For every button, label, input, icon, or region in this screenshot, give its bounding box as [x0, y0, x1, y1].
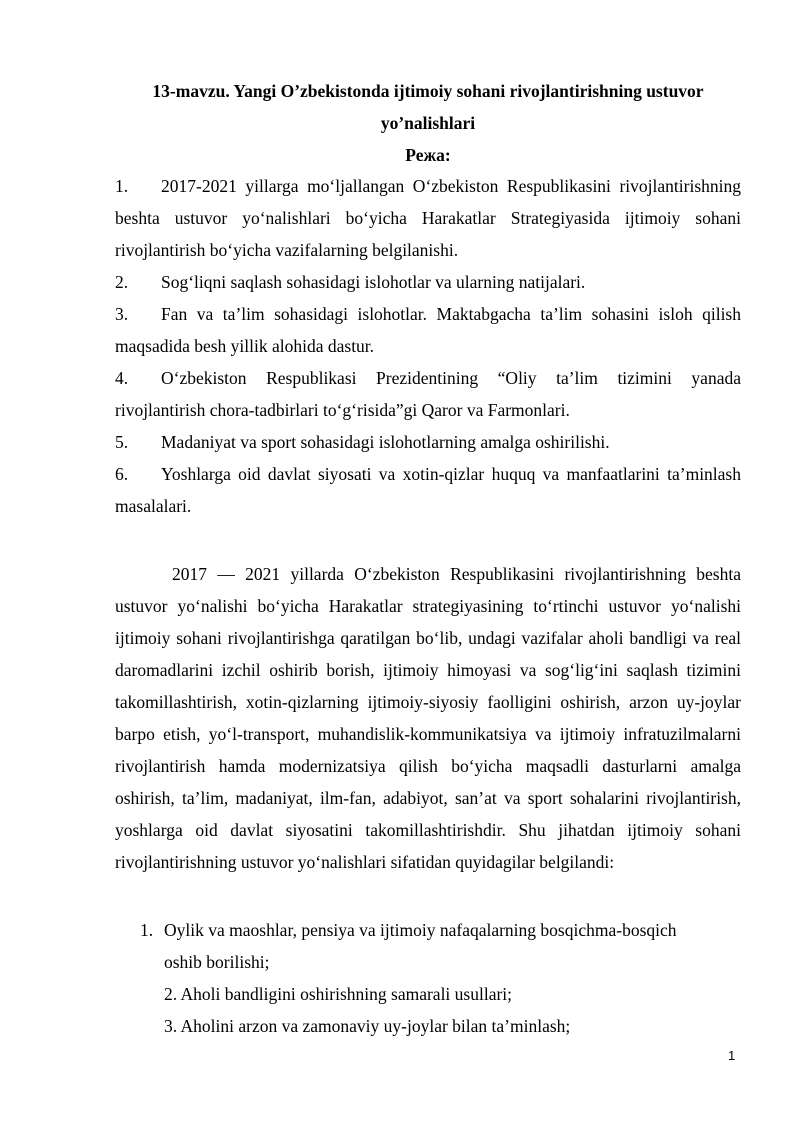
document-title [115, 75, 741, 171]
plan-item-6 [115, 458, 741, 522]
plan-item-text: 2017-2021 yillarga mo‘ljallangan O‘zbekiston Respublikasini rivojlantirishning beshta ustuvor yo‘nalishlari bo‘yicha Harakatlar Strategiyasida ijtimoiy sohani rivojlantirish bo‘yicha vazifalarning belgilanishi. [115, 176, 741, 260]
plan-label: Режа: [405, 145, 451, 165]
plan-item-text: Fan va ta’lim sohasidagi islohotlar. Maktabgacha ta’lim sohasini isloh qilish maqsadida besh yillik alohida dastur. [115, 304, 741, 356]
plan-item-number: 2. [115, 272, 129, 292]
title-line-1: 13-mavzu. Yangi O’zbekistonda ijtimoiy sohani rivojlantirishning ustuvor [152, 81, 704, 101]
page-number: 1 [728, 1048, 736, 1063]
plan-item-number: 6. [115, 464, 129, 484]
plan-item-text: Sog‘liqni saqlash sohasidagi islohotlar va ularning natijalari. [161, 272, 586, 292]
direction-item-1-line-2: oshib borilishi; [164, 952, 270, 972]
plan-item-number: 4. [115, 368, 129, 388]
plan-item-number: 3. [115, 304, 129, 324]
direction-item-number: 1. [140, 920, 154, 940]
direction-item-3: 3. Aholini arzon va zamonaviy uy-joylar bilan ta’minlash; [164, 1016, 571, 1036]
plan-item-text: Yoshlarga oid davlat siyosati va xotin-qizlar huquq va manfaatlarini ta’minlash masalalari. [115, 464, 741, 516]
plan-item-2 [115, 266, 741, 298]
plan-item-number: 1. [115, 176, 129, 196]
direction-item-1 [140, 914, 740, 946]
plan-item-4 [115, 362, 741, 426]
body-paragraph: 2017 — 2021 yillarda O‘zbekiston Respublikasini rivojlantirishning beshta ustuvor yo‘nalishi bo‘yicha Harakatlar strategiyasining to‘rtinchi ustuvor yo‘nalishi ijtimoiy sohani rivojlantirishga qaratilgan bo‘lib, undagi vazifalar aholi bandligi va real daromadlarini izchil oshirib borish, ijtimoiy himoyasi va sog‘lig‘ini saqlash tizimini takomillashtirish, xotin-qizlarning ijtimoiy-siyosiy faolligini oshirish, arzon uy-joylar barpo etish, yo‘l-transport, muhandislik-kommunikatsiya va ijtimoiy infratuzilmalarni rivojlantirish hamda modernizatsiya qilish bo‘yicha maqsadli dasturlarni amalga oshirish, ta’lim, madaniyat, ilm-fan, adabiyot, san’at va sport sohalarini rivojlantirish, yoshlarga oid davlat siyosatini takomillashtirishdir. Shu jihatdan ijtimoiy sohani rivojlantirishning ustuvor yo‘nalishlari sifatidan quyidagilar belgilandi: [115, 564, 741, 872]
title-line-2: yo’nalishlari [380, 113, 476, 133]
plan-item-text: O‘zbekiston Respublikasi Prezidentining “Oliy ta’lim tizimini yanada rivojlantirish chora-tadbirlari to‘g‘risida”gi Qaror va Farmonlari. [115, 368, 741, 420]
plan-item-1 [115, 170, 741, 266]
direction-item-1-line-1: Oylik va maoshlar, pensiya va ijtimoiy nafaqalarning bosqichma-bosqich [164, 920, 677, 940]
plan-list [115, 170, 741, 522]
plan-item-5 [115, 426, 741, 458]
plan-item-number: 5. [115, 432, 129, 452]
direction-item-2: 2. Aholi bandligini oshirishning samarali usullari; [164, 984, 513, 1004]
plan-item-3 [115, 298, 741, 362]
directions-list [140, 914, 740, 1042]
plan-item-text: Madaniyat va sport sohasidagi islohotlarning amalga oshirilishi. [161, 432, 610, 452]
